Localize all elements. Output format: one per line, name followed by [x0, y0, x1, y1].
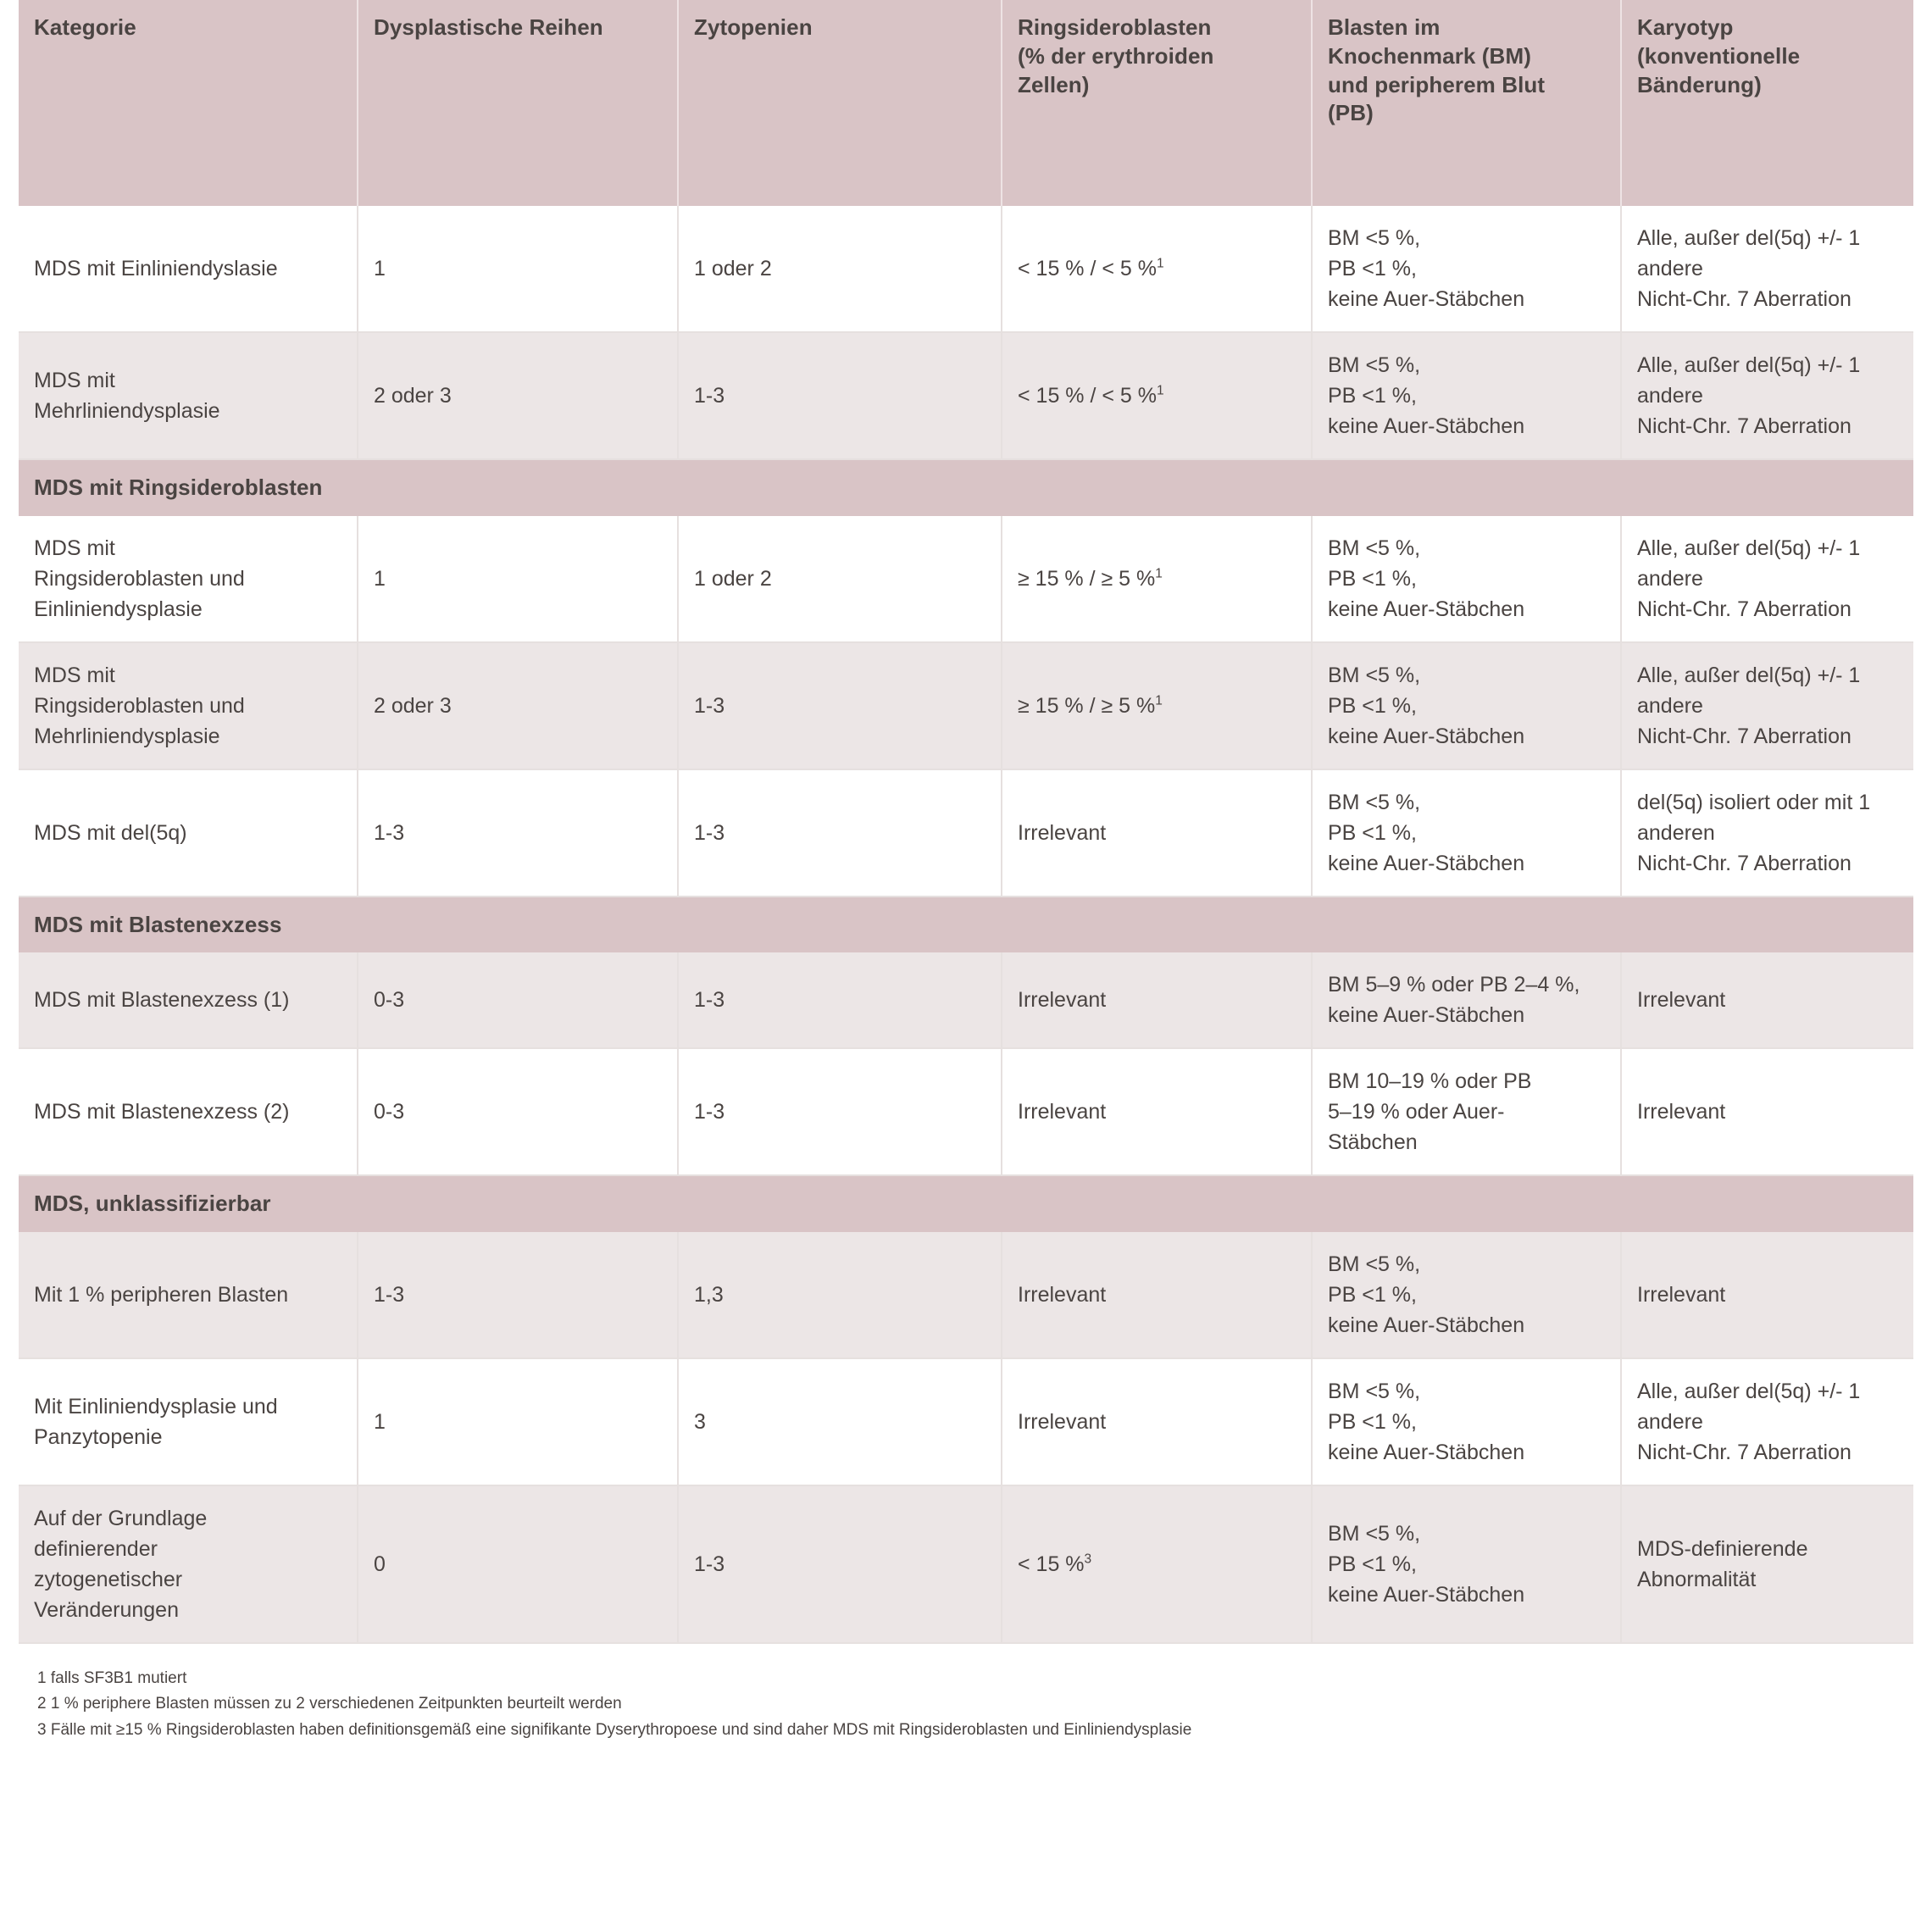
- table-cell: [19, 516, 358, 642]
- cell-line: Veränderungen: [34, 1597, 179, 1622]
- table-cell: [678, 332, 1002, 459]
- cell-line: BM <5 %,: [1328, 663, 1421, 687]
- header-line: Kategorie: [34, 14, 136, 40]
- table-cell: [19, 1358, 358, 1485]
- header-line: Karyotyp: [1637, 14, 1734, 40]
- table-cell: [19, 332, 358, 459]
- footnote: 3 Fälle mit ≥15 % Ringsideroblasten haben definitionsgemäß eine signifikante Dyserythropoese und sind daher MDS mit Ringsideroblasten und Einliniendysplasie: [37, 1721, 1192, 1740]
- footnote-marker: 1: [1155, 693, 1163, 708]
- table-cell: [1312, 1048, 1621, 1175]
- table-cell: [1002, 769, 1312, 897]
- cell-line: MDS mit: [34, 536, 115, 560]
- table-cell: [1312, 516, 1621, 642]
- cell-line: 1: [374, 1409, 386, 1434]
- footnote: 1 falls SF3B1 mutiert: [37, 1668, 187, 1687]
- header-line: (PB): [1328, 100, 1374, 126]
- cell-line: Nicht-Chr. 7 Aberration: [1637, 597, 1852, 621]
- table-cell: [678, 1358, 1002, 1485]
- table-cell: [358, 1232, 678, 1358]
- cell-line: Mehrliniendysplasie: [34, 724, 220, 748]
- table-cell: [1002, 1358, 1312, 1485]
- cell-line: Mit Einliniendysplasie und: [34, 1394, 278, 1418]
- cell-line: 0-3: [374, 1100, 405, 1124]
- table-cell: [1002, 332, 1312, 459]
- cell-line: MDS-definierende: [1637, 1536, 1808, 1561]
- table-cell: [678, 952, 1002, 1048]
- table-cell: [358, 1485, 678, 1643]
- table-cell: [1621, 1048, 1913, 1175]
- table-cell: [1002, 1048, 1312, 1175]
- header-line: Bänderung): [1637, 71, 1762, 97]
- cell-line: 3: [694, 1409, 706, 1434]
- cell-line: Irrelevant: [1018, 820, 1107, 845]
- table-cell: [678, 206, 1002, 332]
- cell-line: Alle, außer del(5q) +/- 1: [1637, 663, 1861, 687]
- footnote-marker: 1: [1157, 383, 1164, 398]
- cell-line: 2 oder 3: [374, 384, 452, 408]
- footnote-marker: 1: [1157, 256, 1164, 271]
- cell-line: Mehrliniendysplasie: [34, 399, 220, 424]
- cell-line: Alle, außer del(5q) +/- 1: [1637, 226, 1861, 251]
- table-row: [19, 516, 1913, 642]
- cell-line: ≥ 15 % / ≥ 5 %$^1$: [1018, 693, 1163, 718]
- table-row: [19, 206, 1913, 332]
- table-cell: [1002, 1485, 1312, 1643]
- cell-line: andere: [1637, 693, 1703, 718]
- header-line: Zellen): [1018, 71, 1090, 97]
- header-line: (% der erythroiden: [1018, 42, 1214, 69]
- cell-line: BM <5 %,: [1328, 536, 1421, 560]
- column-header-blasten: [1312, 0, 1621, 206]
- header-line: Blasten im: [1328, 14, 1441, 40]
- cell-line: andere: [1637, 257, 1703, 281]
- cell-line: keine Auer-Stäbchen: [1328, 414, 1525, 439]
- table-cell: [1002, 1232, 1312, 1358]
- cell-line: 5–19 % oder Auer-: [1328, 1100, 1505, 1124]
- footnote-marker: 1: [1155, 566, 1163, 581]
- table-cell: [1621, 206, 1913, 332]
- cell-line: BM <5 %,: [1328, 1379, 1421, 1403]
- header-line: und peripherem Blut: [1328, 71, 1546, 97]
- table-cell: [358, 1358, 678, 1485]
- cell-line: andere: [1637, 566, 1703, 591]
- cell-line: 1-3: [694, 1100, 725, 1124]
- footnote: 2 1 % periphere Blasten müssen zu 2 verschiedenen Zeitpunkten beurteilt werden: [37, 1695, 622, 1713]
- cell-line: Einliniendysplasie: [34, 597, 203, 621]
- cell-line: MDS mit Blastenexzess (2): [34, 1100, 290, 1124]
- cell-line: BM <5 %,: [1328, 1252, 1421, 1276]
- table-cell: [1621, 642, 1913, 769]
- cell-line: < 15 % / < 5 %$^1$: [1018, 256, 1164, 281]
- section-header-label: MDS, unklassifizierbar: [19, 1175, 1913, 1231]
- table-cell: [1621, 516, 1913, 642]
- table-cell: [1002, 642, 1312, 769]
- cell-line: PB <1 %,: [1328, 820, 1417, 845]
- column-header-dysplastische-reihen: [358, 0, 678, 206]
- cell-line: Nicht-Chr. 7 Aberration: [1637, 1440, 1852, 1464]
- table-cell: [1312, 1485, 1621, 1643]
- table-body: [19, 206, 1913, 1642]
- cell-line: anderen: [1637, 820, 1715, 845]
- table-cell: [358, 1048, 678, 1175]
- cell-line: BM <5 %,: [1328, 790, 1421, 814]
- cell-line: PB <1 %,: [1328, 257, 1417, 281]
- table-cell: [1312, 952, 1621, 1048]
- cell-line: keine Auer-Stäbchen: [1328, 724, 1525, 748]
- cell-line: Nicht-Chr. 7 Aberration: [1637, 851, 1852, 875]
- cell-line: MDS mit del(5q): [34, 820, 187, 845]
- cell-line: Abnormalität: [1637, 1567, 1757, 1591]
- cell-line: 1 oder 2: [694, 257, 772, 281]
- cell-line: 1-3: [694, 988, 725, 1013]
- table-cell: [358, 952, 678, 1048]
- table-row: [19, 1232, 1913, 1358]
- cell-line: < 15 %$^3$: [1018, 1552, 1092, 1576]
- column-header-ringsideroblasten: [1002, 0, 1312, 206]
- table-cell: [1312, 1358, 1621, 1485]
- cell-line: Nicht-Chr. 7 Aberration: [1637, 724, 1852, 748]
- table-cell: [1312, 1232, 1621, 1358]
- cell-line: Auf der Grundlage: [34, 1506, 208, 1530]
- cell-line: PB <1 %,: [1328, 566, 1417, 591]
- table-cell: [358, 769, 678, 897]
- cell-line: 1: [374, 257, 386, 281]
- table-cell: [1621, 1232, 1913, 1358]
- table-cell: [1621, 1358, 1913, 1485]
- column-header-kategorie: [19, 0, 358, 206]
- footnote-marker: 3: [1084, 1552, 1092, 1567]
- table-cell: [1312, 332, 1621, 459]
- table-cell: [1002, 206, 1312, 332]
- cell-line: Irrelevant: [1637, 988, 1726, 1013]
- table-cell: [19, 206, 358, 332]
- header-line: Dysplastische Reihen: [374, 14, 603, 40]
- cell-line: 1,3: [694, 1282, 724, 1307]
- cell-line: PB <1 %,: [1328, 1552, 1417, 1576]
- section-header-row: [19, 897, 1913, 952]
- cell-line: keine Auer-Stäbchen: [1328, 1440, 1525, 1464]
- cell-line: Ringsideroblasten und: [34, 693, 245, 718]
- table-cell: [19, 769, 358, 897]
- table-cell: [1312, 206, 1621, 332]
- cell-line: Nicht-Chr. 7 Aberration: [1637, 287, 1852, 312]
- table-row: [19, 952, 1913, 1048]
- section-header-label: MDS mit Ringsideroblasten: [19, 459, 1913, 515]
- header-line: Knochenmark (BM): [1328, 42, 1531, 69]
- cell-line: 1-3: [694, 693, 725, 718]
- cell-line: Alle, außer del(5q) +/- 1: [1637, 353, 1861, 378]
- header-line: (konventionelle: [1637, 42, 1801, 69]
- cell-line: Irrelevant: [1018, 1100, 1107, 1124]
- cell-line: 1-3: [694, 820, 725, 845]
- table-header: [19, 0, 1913, 206]
- cell-line: keine Auer-Stäbchen: [1328, 287, 1525, 312]
- cell-line: BM 5–9 % oder PB 2–4 %,: [1328, 973, 1580, 997]
- table-cell: [19, 1485, 358, 1643]
- table-cell: [678, 1232, 1002, 1358]
- cell-line: MDS mit: [34, 663, 115, 687]
- table-cell: [678, 642, 1002, 769]
- mds-classification-table: [19, 0, 1913, 1644]
- cell-line: keine Auer-Stäbchen: [1328, 851, 1525, 875]
- table-cell: [1621, 952, 1913, 1048]
- table-cell: [358, 206, 678, 332]
- cell-line: PB <1 %,: [1328, 693, 1417, 718]
- header-line: Ringsideroblasten: [1018, 14, 1212, 40]
- cell-line: ≥ 15 % / ≥ 5 %$^1$: [1018, 566, 1163, 591]
- cell-line: 1-3: [694, 384, 725, 408]
- column-header-zytopenien: [678, 0, 1002, 206]
- table-cell: [19, 1232, 358, 1358]
- table-cell: [1312, 769, 1621, 897]
- table-cell: [678, 769, 1002, 897]
- table-cell: [678, 516, 1002, 642]
- table-cell: [1312, 642, 1621, 769]
- table-row: [19, 1485, 1913, 1643]
- cell-line: Irrelevant: [1637, 1100, 1726, 1124]
- table-cell: [1621, 332, 1913, 459]
- cell-line: Nicht-Chr. 7 Aberration: [1637, 414, 1852, 439]
- cell-line: 0-3: [374, 988, 405, 1013]
- cell-line: zytogenetischer: [34, 1567, 183, 1591]
- section-header-row: [19, 459, 1913, 515]
- table-cell: [1621, 769, 1913, 897]
- cell-line: < 15 % / < 5 %$^1$: [1018, 383, 1164, 408]
- table-cell: [1621, 1485, 1913, 1643]
- cell-line: Panzytopenie: [34, 1424, 163, 1449]
- table-cell: [678, 1485, 1002, 1643]
- cell-line: Ringsideroblasten und: [34, 566, 245, 591]
- table-cell: [19, 952, 358, 1048]
- cell-line: keine Auer-Stäbchen: [1328, 1582, 1525, 1607]
- cell-line: Irrelevant: [1018, 1282, 1107, 1307]
- cell-line: andere: [1637, 384, 1703, 408]
- cell-line: BM <5 %,: [1328, 1521, 1421, 1546]
- table-row: [19, 769, 1913, 897]
- table-cell: [19, 1048, 358, 1175]
- table-cell: [678, 1048, 1002, 1175]
- cell-line: del(5q) isoliert oder mit 1: [1637, 790, 1871, 814]
- cell-line: PB <1 %,: [1328, 384, 1417, 408]
- footnotes-block: [19, 1666, 1913, 1756]
- cell-line: Alle, außer del(5q) +/- 1: [1637, 536, 1861, 560]
- column-header-karyotyp: [1621, 0, 1913, 206]
- table-row: [19, 1358, 1913, 1485]
- cell-line: keine Auer-Stäbchen: [1328, 1003, 1525, 1028]
- cell-line: 0: [374, 1552, 386, 1576]
- cell-line: Irrelevant: [1637, 1282, 1726, 1307]
- cell-line: BM 10–19 % oder PB: [1328, 1069, 1532, 1094]
- table-row: [19, 1048, 1913, 1175]
- table-cell: [1002, 516, 1312, 642]
- cell-line: Mit 1 % peripheren Blasten: [34, 1282, 289, 1307]
- cell-line: Irrelevant: [1018, 988, 1107, 1013]
- cell-line: BM <5 %,: [1328, 226, 1421, 251]
- section-header-row: [19, 1175, 1913, 1231]
- table-cell: [1002, 952, 1312, 1048]
- cell-line: MDS mit Blastenexzess (1): [34, 988, 290, 1013]
- cell-line: MDS mit: [34, 369, 115, 393]
- cell-line: 2 oder 3: [374, 693, 452, 718]
- header-line: Zytopenien: [694, 14, 813, 40]
- table-cell: [358, 642, 678, 769]
- table-cell: [358, 332, 678, 459]
- cell-line: MDS mit Einliniendyslasie: [34, 257, 278, 281]
- cell-line: Alle, außer del(5q) +/- 1: [1637, 1379, 1861, 1403]
- cell-line: PB <1 %,: [1328, 1409, 1417, 1434]
- cell-line: keine Auer-Stäbchen: [1328, 1313, 1525, 1337]
- cell-line: 1-3: [694, 1552, 725, 1576]
- section-header-label: MDS mit Blastenexzess: [19, 897, 1913, 952]
- table-row: [19, 332, 1913, 459]
- table-cell: [358, 516, 678, 642]
- cell-line: 1: [374, 566, 386, 591]
- table-row: [19, 642, 1913, 769]
- cell-line: Irrelevant: [1018, 1409, 1107, 1434]
- cell-line: BM <5 %,: [1328, 353, 1421, 378]
- cell-line: definierender: [34, 1536, 158, 1561]
- cell-line: 1-3: [374, 820, 405, 845]
- cell-line: 1-3: [374, 1282, 405, 1307]
- cell-line: PB <1 %,: [1328, 1282, 1417, 1307]
- table-cell: [19, 642, 358, 769]
- cell-line: 1 oder 2: [694, 566, 772, 591]
- cell-line: andere: [1637, 1409, 1703, 1434]
- header-row: [19, 0, 1913, 206]
- cell-line: Stäbchen: [1328, 1130, 1418, 1155]
- cell-line: keine Auer-Stäbchen: [1328, 597, 1525, 621]
